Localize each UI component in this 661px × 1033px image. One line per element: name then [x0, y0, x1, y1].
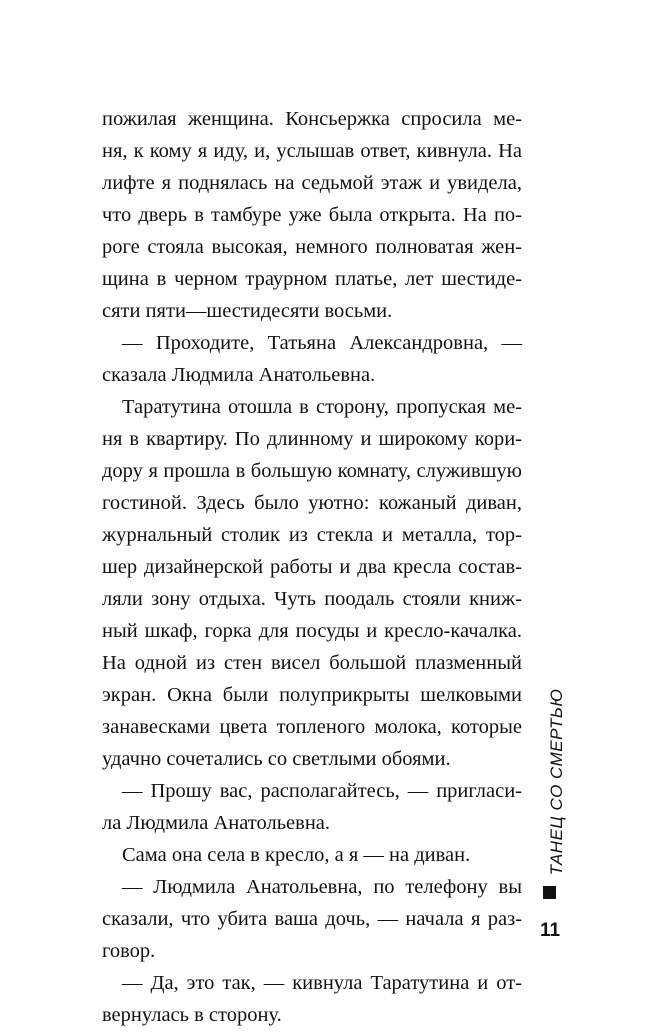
text-line: Сама она села в кресло, а я — на диван.	[122, 844, 471, 866]
text-line: сяти пяти—шестидесяти восьми.	[102, 300, 393, 322]
running-head-title: ТАНЕЦ СО СМЕРТЬЮ	[547, 688, 566, 876]
text-line: гостиной. Здесь было уютно: кожаный диван,	[102, 492, 522, 514]
text-line: шер дизайнерской работы и два кресла состав-	[102, 556, 522, 578]
text-line: удачно сочетались со светлыми обоями.	[102, 748, 451, 770]
text-line: — Проходите, Татьяна Александровна, —	[122, 332, 522, 354]
page-number: 11	[539, 920, 561, 941]
text-line: ный шкаф, горка для посуды и кресло-качалка.	[102, 620, 522, 642]
text-line: ляли зону отдыха. Чуть поодаль стояли книж-	[102, 588, 522, 610]
text-line: что дверь в тамбуре уже была открыта. На по-	[102, 204, 522, 226]
text-line: роге стояла высокая, немного полноватая жен-	[102, 236, 522, 258]
text-line: ня, к кому я иду, и, услышав ответ, кивнула. На	[102, 140, 522, 162]
text-line: пожилая женщина. Консьержка спросила ме-	[102, 108, 522, 130]
text-line: ня в квартиру. По длинному и широкому кори-	[102, 428, 522, 450]
text-line: ла Людмила Анатольевна.	[102, 812, 331, 834]
text-line: — Людмила Анатольевна, по телефону вы	[122, 876, 522, 898]
text-line: занавесками цвета топленого молока, которые	[102, 716, 522, 738]
text-line: вернулась в сторону.	[102, 1004, 282, 1026]
text-line: щина в черном траурном платье, лет шестиде-	[102, 268, 522, 290]
square-marker-icon	[543, 886, 556, 899]
text-line: говор.	[102, 940, 156, 962]
text-line: На одной из стен висел большой плазменный	[102, 652, 522, 674]
text-line: лифте я поднялась на седьмой этаж и увидела,	[102, 172, 522, 194]
text-line: — Да, это так, — кивнула Таратутина и от-	[122, 972, 522, 994]
text-line: дору я прошла в большую комнату, служившую	[102, 460, 522, 482]
text-line: экран. Окна были полуприкрыты шелковыми	[102, 684, 522, 706]
text-line: — Прошу вас, располагайтесь, — пригласи-	[122, 780, 522, 802]
text-line: сказала Людмила Анатольевна.	[102, 364, 376, 386]
running-head	[537, 690, 577, 875]
text-line: журнальный столик из стекла и металла, тор-	[102, 524, 522, 546]
text-line: Таратутина отошла в сторону, пропуская ме-	[122, 396, 522, 418]
text-line: сказали, что убита ваша дочь, — начала я раз-	[102, 908, 522, 930]
